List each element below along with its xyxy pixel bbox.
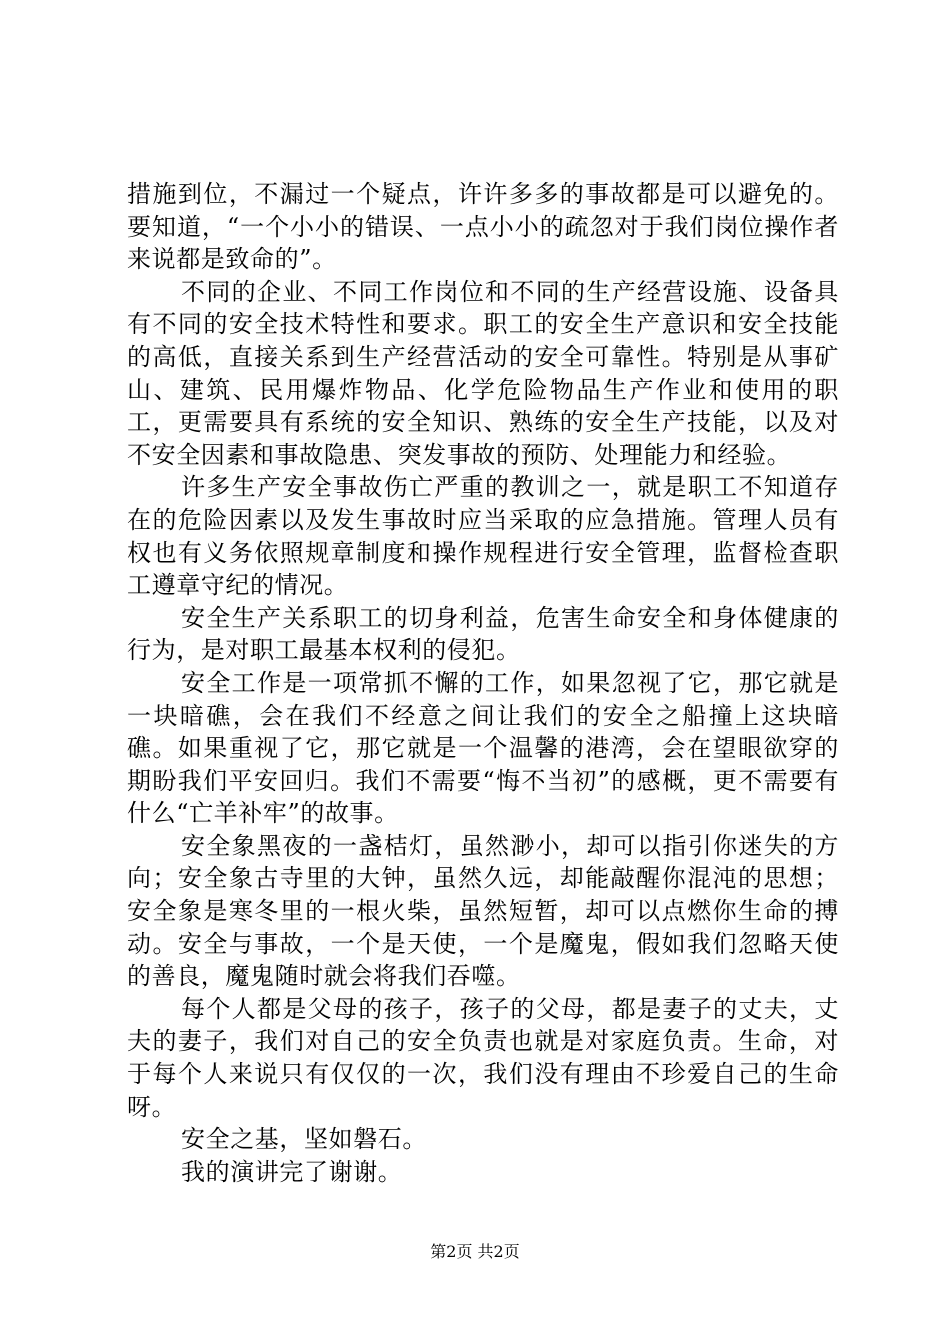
paragraph-9: 我的演讲完了谢谢。	[181, 1157, 403, 1186]
paragraph-5: 安全工作是一项常抓不懈的工作，如果忽视了它，那它就是一块暗礁，会在我们不经意之间让我们的安全之船撞上这块暗礁。如果重视了它，那它就是一个温馨的港湾，会在望眼欲穿的期盼我们平安回归。我们不需要“悔不当初”的感概，更不需要有什么“亡羊补牢”的故事。	[127, 668, 839, 828]
body-text	[127, 178, 839, 1188]
page-footer: 第2页 共2页	[430, 1242, 520, 1261]
paragraph-2: 不同的企业、不同工作岗位和不同的生产经营设施、设备具有不同的安全技术特性和要求。职工的安全生产意识和安全技能的高低，直接关系到生产经营活动的安全可靠性。特别是从事矿山、建筑、民用爆炸物品、化学危险物品生产作业和使用的职工，更需要具有系统的安全知识、熟练的安全生产技能，以及对不安全因素和事故隐患、突发事故的预防、处理能力和经验。	[127, 277, 839, 469]
paragraph-8: 安全之基，坚如磐石。	[181, 1125, 427, 1154]
paragraph-1: 措施到位，不漏过一个疑点，许许多多的事故都是可以避免的。要知道，“一个小小的错误、一点小小的疏忽对于我们岗位操作者来说都是致命的”。	[127, 180, 839, 274]
paragraph-7: 每个人都是父母的孩子，孩子的父母，都是妻子的丈夫，丈夫的妻子，我们对自己的安全负责也就是对家庭负责。生命，对于每个人来说只有仅仅的一次，我们没有理由不珍爱自己的生命呀。	[127, 994, 839, 1121]
paragraph-4: 安全生产关系职工的切身利益，危害生命安全和身体健康的行为，是对职工最基本权利的侵犯。	[127, 603, 839, 665]
paragraph-3: 许多生产安全事故伤亡严重的教训之一，就是职工不知道存在的危险因素以及发生事故时应当采取的应急措施。管理人员有权也有义务依照规章制度和操作规程进行安全管理，监督检查职工遵章守纪的情况。	[127, 473, 839, 600]
paragraph-6: 安全象黑夜的一盏桔灯，虽然渺小，却可以指引你迷失的方向；安全象古寺里的大钟，虽然久远，却能敲醒你混沌的思想；安全象是寒冬里的一根火柴，虽然短暂，却可以点燃你生命的搏动。安全与事故，一个是天使，一个是魔鬼，假如我们忽略天使的善良，魔鬼随时就会将我们吞噬。	[127, 831, 839, 991]
